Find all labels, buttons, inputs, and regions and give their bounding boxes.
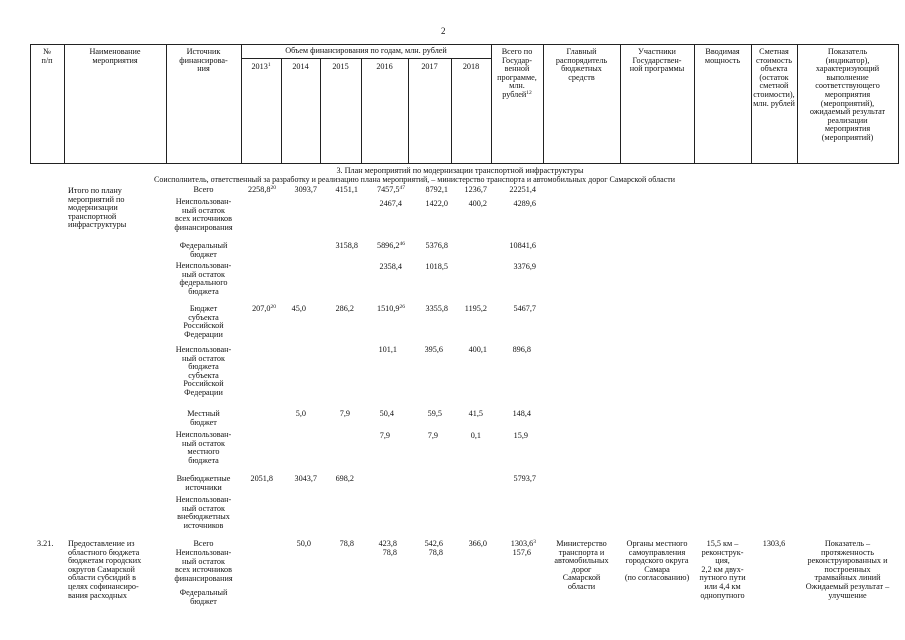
header-participants: Участники Государствен- ной программы: [629, 47, 685, 74]
cell-total: 896,8: [512, 345, 531, 354]
row-source: Федеральный бюджет: [179, 241, 228, 259]
cell-2016: 5896,2$^{46}$: [376, 241, 405, 250]
cell-2015: 286,2: [335, 304, 354, 313]
cell-total: 4289,6: [513, 199, 536, 208]
cell-2013: 2051,8: [250, 474, 273, 483]
header-year-2014: 2014: [292, 62, 309, 71]
header-main-manager: Главный распорядитель бюджетных средств: [555, 47, 608, 82]
section-title: 3. План мероприятий по модернизации транспортной инфраструктуры: [336, 166, 584, 175]
row-source: Неиспользован- ный остаток местного бюджета: [175, 430, 232, 465]
cell-total: 22251,4: [509, 185, 536, 194]
row-source: Местный бюджет: [187, 409, 220, 427]
cell-2016: 7,9: [379, 431, 390, 440]
header-year-2016: 2016: [376, 62, 393, 71]
cell-2017: 8792,1: [425, 185, 448, 194]
cell-2014: 3093,7: [294, 185, 317, 194]
cell-total: 148,4: [512, 409, 531, 418]
row-source: Неиспользован- ный остаток всех источников финансирования: [174, 197, 233, 232]
header-name: Наименование мероприятия: [89, 47, 141, 65]
cell-2018: 400,2: [468, 199, 487, 208]
cell-total: 157,6: [512, 548, 531, 557]
header-num: № п/п: [41, 47, 53, 65]
cell-2017: 1018,5: [425, 262, 448, 271]
header-capacity: Вводимая мощность: [704, 47, 741, 65]
cell-2016: 2467,4: [379, 199, 402, 208]
cell-2018: 400,1: [468, 345, 487, 354]
cell-2018: 1195,2: [464, 304, 487, 313]
cell-2014: 5,0: [295, 409, 306, 418]
cell-total: 10841,6: [509, 241, 536, 250]
cell-2016: 1510,9$^{26}$: [376, 304, 405, 313]
row-source: Неиспользован- ный остаток бюджета субъекта Российской Федерации: [175, 345, 232, 397]
cell-2017: 1422,0: [425, 199, 448, 208]
cell-2014: 45,0: [291, 304, 306, 313]
cell-2015: 4151,1: [335, 185, 358, 194]
cell-2017: 3355,8: [425, 304, 448, 313]
row-source: Всего: [193, 539, 214, 548]
cell-2016: 78,8: [382, 548, 397, 557]
cell-2014: 50,0: [296, 539, 311, 548]
row-source: Неиспользован- ный остаток федерального бюджета: [175, 261, 232, 296]
cell-2016: 423,8: [378, 539, 397, 548]
header-source: Источник финансирова- ния: [179, 47, 228, 74]
cell-2017: 5376,8: [425, 241, 448, 250]
item-participants: Органы местного самоуправления городского округа Самара (по согласованию): [624, 539, 690, 583]
total-block-name: Итого по плану мероприятий по модернизации транспортной инфраструктуры: [68, 186, 127, 230]
row-source: Неиспользован- ный остаток всех источников финансирования: [174, 548, 233, 583]
header-year-2015: 2015: [332, 62, 349, 71]
section-coexecutor: Соисполнитель, ответственный за разработку и реализацию плана мероприятий, – министерство транспорта и автомобильных дорог Самарской области: [154, 175, 676, 184]
row-source: Бюджет субъекта Российской Федерации: [183, 304, 224, 339]
cell-2015: 698,2: [335, 474, 354, 483]
header-year-2018: 2018: [462, 62, 480, 71]
row-source: Федеральный бюджет: [179, 588, 228, 606]
cell-total: 5793,7: [513, 474, 536, 483]
cell-total: 15,9: [513, 431, 528, 440]
cell-2016: 7457,5$^{47}$: [376, 185, 405, 194]
cell-2017: 542,6: [424, 539, 443, 548]
cell-2016: 50,4: [379, 409, 394, 418]
cell-2013: 207,0$^{20}$: [252, 304, 276, 313]
header-cost: Сметная стоимость объекта (остаток сметной стоимости), млн. рублей: [753, 47, 795, 108]
header-year-2013: 2013$^1$: [251, 62, 271, 71]
cell-2015: 7,9: [339, 409, 350, 418]
cell-2018: 1236,7: [464, 185, 487, 194]
cell-2018: 41,5: [468, 409, 483, 418]
cell-total: 1303,6$^3$: [510, 539, 536, 548]
cell-2016: 2358,4: [379, 262, 402, 271]
item-indicator: Показатель – протяженность реконструированных и построенных трамвайных линий Ожидаемый результат – улучшение: [805, 539, 890, 600]
row-source: Всего: [193, 185, 214, 194]
row-source: Неиспользован- ный остаток внебюджетных источников: [175, 495, 232, 530]
item-name: Предоставление из областного бюджета бюджетам городских округов Самарской области субсидий в целях софинансиро- вания расходных: [68, 539, 142, 600]
cell-2017: 59,5: [427, 409, 442, 418]
cell-2014: 3043,7: [294, 474, 317, 483]
page-number: 2: [441, 26, 446, 36]
cell-2018: 0,1: [470, 431, 481, 440]
cell-2017: 395,6: [424, 345, 443, 354]
cell-2015: 78,8: [339, 539, 354, 548]
header-year-2017: 2017: [421, 62, 438, 71]
cell-2017: 7,9: [427, 431, 438, 440]
item-num: 3.21.: [37, 539, 54, 548]
item-capacity: 15,5 км – реконструк- ция, 2,2 км двух- путного пути или 4,4 км однопутного: [699, 539, 746, 600]
cell-2013: 2258,8$^{20}$: [247, 185, 276, 194]
cell-2017: 78,8: [428, 548, 443, 557]
cell-total: 3376,9: [513, 262, 536, 271]
cell-2018: 366,0: [468, 539, 487, 548]
item-cost: 1303,6: [762, 539, 786, 548]
header-indicator: Показатель (индикатор), характеризующий выполнение соответствующего мероприятия (мероприятий), ожидаемый результат реализации мероприятия (мероприятий): [809, 47, 886, 142]
item-main-manager: Министерство транспорта и автомобильных дорог Самарской области: [554, 539, 609, 591]
header-total: Всего по Государ- венной программе, млн. рублей$^{12}$: [497, 47, 537, 99]
row-source: Внебюджетные источники: [176, 474, 231, 492]
cell-total: 5467,7: [513, 304, 536, 313]
header-volume: Объем финансирования по годам, млн. рублей: [285, 46, 447, 55]
cell-2015: 3158,8: [335, 241, 358, 250]
cell-2016: 101,1: [378, 345, 397, 354]
